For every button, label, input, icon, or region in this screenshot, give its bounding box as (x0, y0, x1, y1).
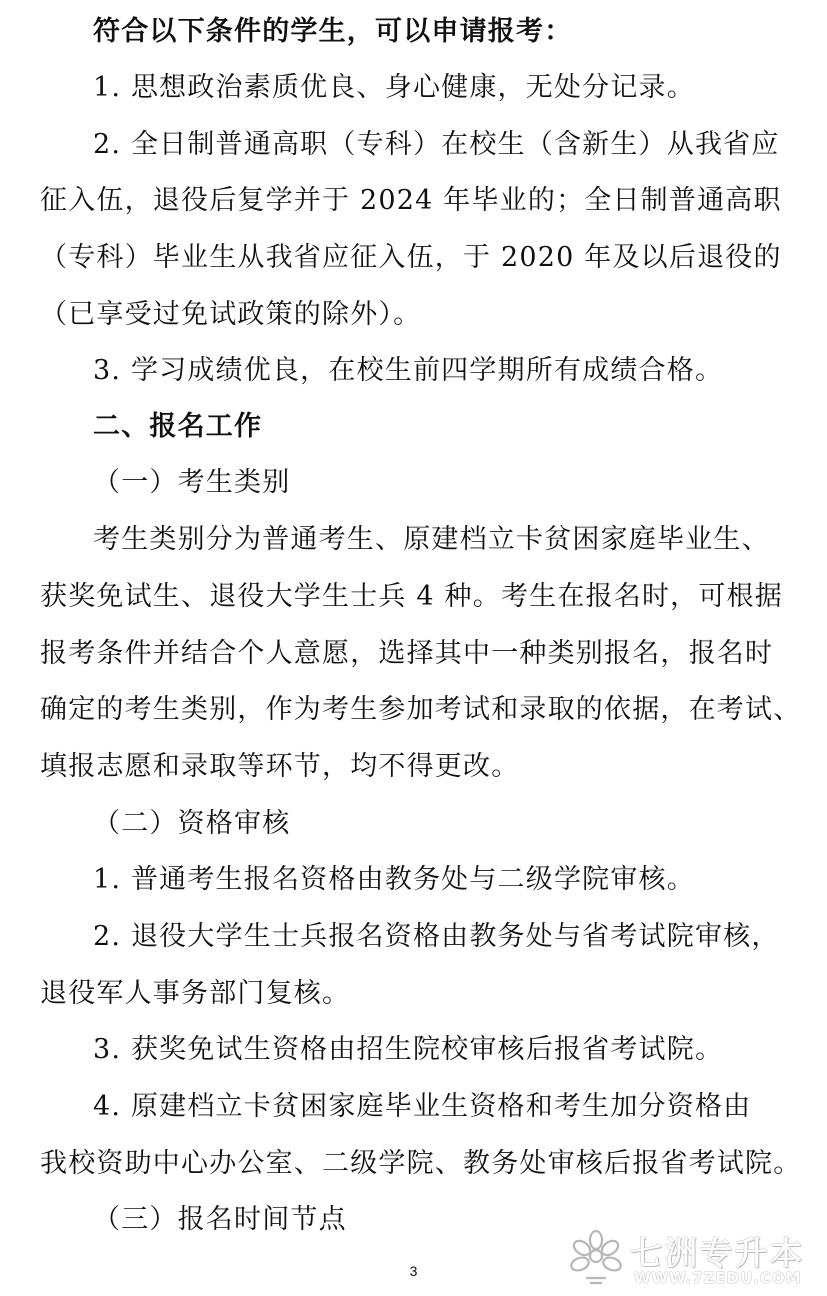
review-item-2-line-1: 2. 退役大学生士兵报名资格由教务处与省考试院审核， (93, 921, 780, 952)
flower-logo-icon (568, 1228, 624, 1286)
section-heading-registration: 二、报名工作 (93, 411, 263, 442)
review-item-4-line-2: 我校资助中心办公室、二级学院、教务处审核后报省考试院。 (40, 1148, 802, 1179)
category-paragraph-line-4: 确定的考生类别，作为考生参加考试和录取的依据，在考试、 (40, 694, 802, 725)
category-paragraph-line-3: 报考条件并结合个人意愿，选择其中一种类别报名，报名时 (40, 638, 774, 669)
watermark-title: 七洲专升本 (630, 1234, 806, 1272)
review-item-3: 3. 获奖免试生资格由招生院校审核后报省考试院。 (93, 1034, 724, 1065)
review-item-2-line-2: 退役军人事务部门复核。 (40, 978, 351, 1009)
condition-3: 3. 学习成绩优良，在校生前四学期所有成绩合格。 (93, 355, 724, 386)
watermark-url: WWW.7ZEDU.COM (634, 1269, 802, 1287)
condition-2-line-3: （专科）毕业生从我省应征入伍，于 2020 年及以后退役的 (40, 242, 782, 273)
subheading-registration-timeline: （三）报名时间节点 (93, 1204, 347, 1235)
condition-2-line-4: （已享受过免试政策的除外）。 (40, 299, 422, 330)
watermark (568, 1226, 820, 1288)
intro-heading: 符合以下条件的学生，可以申请报考： (93, 16, 573, 47)
review-item-1: 1. 普通考生报名资格由教务处与二级学院审核。 (93, 864, 695, 895)
category-paragraph-line-2: 获奖免试生、退役大学生士兵 4 种。考生在报名时，可根据 (40, 581, 783, 612)
review-item-4-line-1: 4. 原建档立卡贫困家庭毕业生资格和考生加分资格由 (93, 1091, 752, 1122)
subheading-candidate-category: （一）考生类别 (93, 467, 291, 498)
condition-2-line-1: 2. 全日制普通高职（专科）在校生（含新生）从我省应 (93, 129, 780, 160)
category-paragraph-line-5: 填报志愿和录取等环节，均不得更改。 (40, 751, 520, 782)
category-paragraph-line-1: 考生类别分为普通考生、原建档立卡贫困家庭毕业生、 (93, 524, 770, 555)
page-number: 3 (409, 1263, 418, 1279)
subheading-qualification-review: （二）资格审核 (93, 808, 291, 839)
condition-1: 1. 思想政治素质优良、身心健康，无处分记录。 (93, 72, 695, 103)
condition-2-line-2: 征入伍，退役后复学并于 2024 年毕业的；全日制普通高职 (40, 185, 782, 216)
